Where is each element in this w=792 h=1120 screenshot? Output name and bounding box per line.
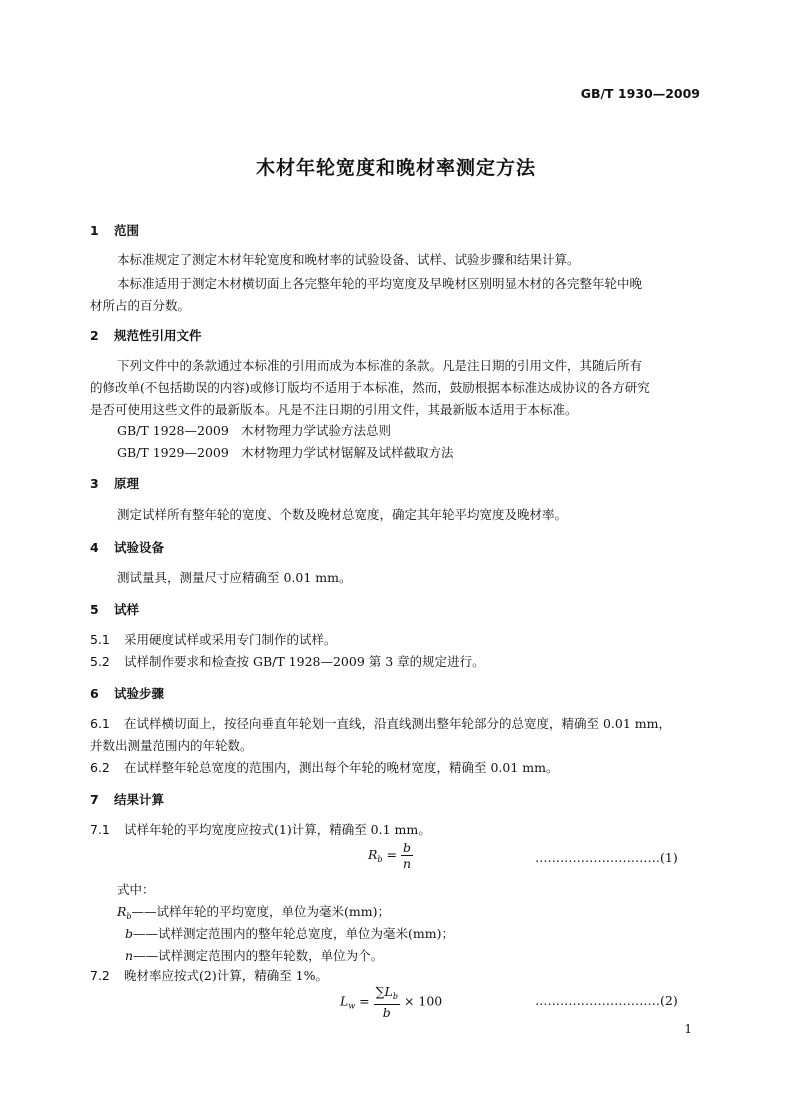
section-number: 6 bbox=[90, 686, 99, 701]
clause-number: 6.1 bbox=[90, 716, 110, 731]
denominator: b bbox=[382, 1005, 391, 1020]
clause-text: 采用硬度试样或采用专门制作的试样。 bbox=[124, 632, 337, 647]
section-5-heading bbox=[90, 600, 139, 618]
variable-description: ——试样测定范围内的整年轮总宽度，单位为毫米(mm)； bbox=[133, 926, 454, 941]
variable-subscript: b bbox=[126, 912, 132, 921]
numerator-subscript: b bbox=[392, 992, 398, 1001]
section-number: 7 bbox=[90, 792, 99, 807]
reference-title: 木材物理力学试材锯解及试样截取方法 bbox=[241, 445, 454, 460]
paragraph: 的修改单(不包括勘误的内容)或修订版均不适用于本标准，然而，鼓励根据本标准达成协议的各方研究 bbox=[90, 380, 650, 395]
section-title: 试验步骤 bbox=[114, 686, 165, 701]
formula-2 bbox=[340, 984, 442, 1020]
variable-symbol: b bbox=[125, 926, 134, 941]
clause-number: 5.2 bbox=[90, 654, 110, 669]
reference-code: GB/T 1929—2009 bbox=[117, 445, 229, 460]
equals-sign: = bbox=[386, 847, 401, 862]
section-number: 2 bbox=[90, 328, 99, 343]
clause-text: 试样制作要求和检查按 GB/T 1928—2009 第 3 章的规定进行。 bbox=[124, 654, 485, 669]
normative-reference bbox=[117, 421, 391, 439]
reference-code: GB/T 1928—2009 bbox=[117, 423, 229, 438]
section-number: 5 bbox=[90, 602, 99, 617]
section-title: 结果计算 bbox=[114, 792, 165, 807]
denominator: n bbox=[402, 856, 412, 871]
formula-lhs-subscript: w bbox=[348, 1001, 356, 1011]
equals-sign: = bbox=[359, 993, 374, 1009]
clause-number: 5.1 bbox=[90, 632, 110, 647]
clause-text: 晚材率应按式(2)计算，精确至 1%。 bbox=[124, 968, 329, 983]
formula-lhs-subscript: b bbox=[377, 855, 383, 864]
paragraph: 材所占的百分数。 bbox=[90, 298, 191, 313]
multiplier: × 100 bbox=[403, 993, 443, 1009]
standard-number: GB/T 1930—2009 bbox=[580, 86, 700, 101]
section-title: 试样 bbox=[114, 602, 140, 617]
reference-title: 木材物理力学试验方法总则 bbox=[241, 423, 392, 438]
paragraph: 下列文件中的条款通过本标准的引用而成为本标准的条款。凡是注日期的引用文件，其随后所有 bbox=[117, 358, 643, 373]
numerator: b bbox=[402, 840, 411, 855]
where-label: 式中： bbox=[117, 882, 155, 897]
clause-number: 7.1 bbox=[90, 822, 110, 837]
section-number: 3 bbox=[90, 476, 99, 491]
clause-text: 在试样横切面上，按径向垂直年轮划一直线，沿直线测出整年轮部分的总宽度，精确至 0.01 mm， bbox=[124, 716, 671, 731]
equation-number-2: …………………………(2) bbox=[535, 993, 678, 1008]
normative-reference bbox=[117, 443, 454, 461]
paragraph: 是否可使用这些文件的最新版本。凡是不注日期的引用文件，其最新版本适用于本标准。 bbox=[90, 402, 578, 417]
section-title: 规范性引用文件 bbox=[114, 328, 202, 343]
section-title: 范围 bbox=[114, 223, 140, 238]
variable-symbol: R bbox=[117, 904, 127, 919]
clause-7-1 bbox=[90, 820, 431, 838]
section-4-heading bbox=[90, 538, 164, 556]
fraction bbox=[401, 840, 413, 871]
clause-5-1 bbox=[90, 630, 337, 648]
clause-6-1 bbox=[90, 714, 671, 732]
variable-description: ——试样年轮的平均宽度，单位为毫米(mm)； bbox=[131, 904, 391, 919]
formula-lhs: L bbox=[340, 993, 349, 1009]
numerator-text: ∑L bbox=[375, 984, 393, 999]
variable-symbol: n bbox=[125, 948, 134, 963]
section-number: 1 bbox=[90, 223, 99, 238]
paragraph: 测定试样所有整年轮的宽度、个数及晚材总宽度，确定其年轮平均宽度及晚材率。 bbox=[117, 507, 568, 522]
variable-description: ——试样测定范围内的整年轮数，单位为个。 bbox=[133, 948, 384, 963]
numerator bbox=[374, 984, 400, 1005]
variable-definition bbox=[117, 902, 390, 921]
section-7-heading bbox=[90, 790, 164, 808]
clause-number: 7.2 bbox=[90, 968, 110, 983]
variable-definition bbox=[125, 924, 454, 942]
section-title: 原理 bbox=[114, 476, 140, 491]
section-3-heading bbox=[90, 474, 139, 492]
variable-definition bbox=[125, 946, 383, 964]
section-1-heading bbox=[90, 221, 139, 239]
formula-lhs: R bbox=[368, 847, 378, 862]
clause-5-2 bbox=[90, 652, 485, 670]
section-6-heading bbox=[90, 684, 164, 702]
clause-text: 在试样整年轮总宽度的范围内，测出每个年轮的晚材宽度，精确至 0.01 mm。 bbox=[124, 760, 559, 775]
clause-text-continued: 并数出测量范围内的年轮数。 bbox=[90, 738, 253, 753]
clause-text: 试样年轮的平均宽度应按式(1)计算，精确至 0.1 mm。 bbox=[124, 822, 431, 837]
section-number: 4 bbox=[90, 540, 99, 555]
paragraph: 本标准适用于测定木材横切面上各完整年轮的平均宽度及早晚材区别明显木材的各完整年轮中晚 bbox=[117, 276, 643, 291]
formula-1 bbox=[368, 840, 413, 871]
section-2-heading bbox=[90, 326, 202, 344]
paragraph: 测试量具，测量尺寸应精确至 0.01 mm。 bbox=[117, 570, 352, 585]
document-title: 木材年轮宽度和晚材率测定方法 bbox=[255, 157, 536, 179]
page-number: 1 bbox=[684, 1022, 692, 1036]
section-title: 试验设备 bbox=[114, 540, 165, 555]
paragraph: 本标准规定了测定木材年轮宽度和晚材率的试验设备、试样、试验步骤和结果计算。 bbox=[117, 252, 580, 267]
clause-number: 6.2 bbox=[90, 760, 110, 775]
fraction bbox=[374, 984, 400, 1020]
equation-number-1: …………………………(1) bbox=[535, 850, 678, 865]
clause-7-2 bbox=[90, 966, 328, 984]
clause-6-2 bbox=[90, 758, 559, 776]
